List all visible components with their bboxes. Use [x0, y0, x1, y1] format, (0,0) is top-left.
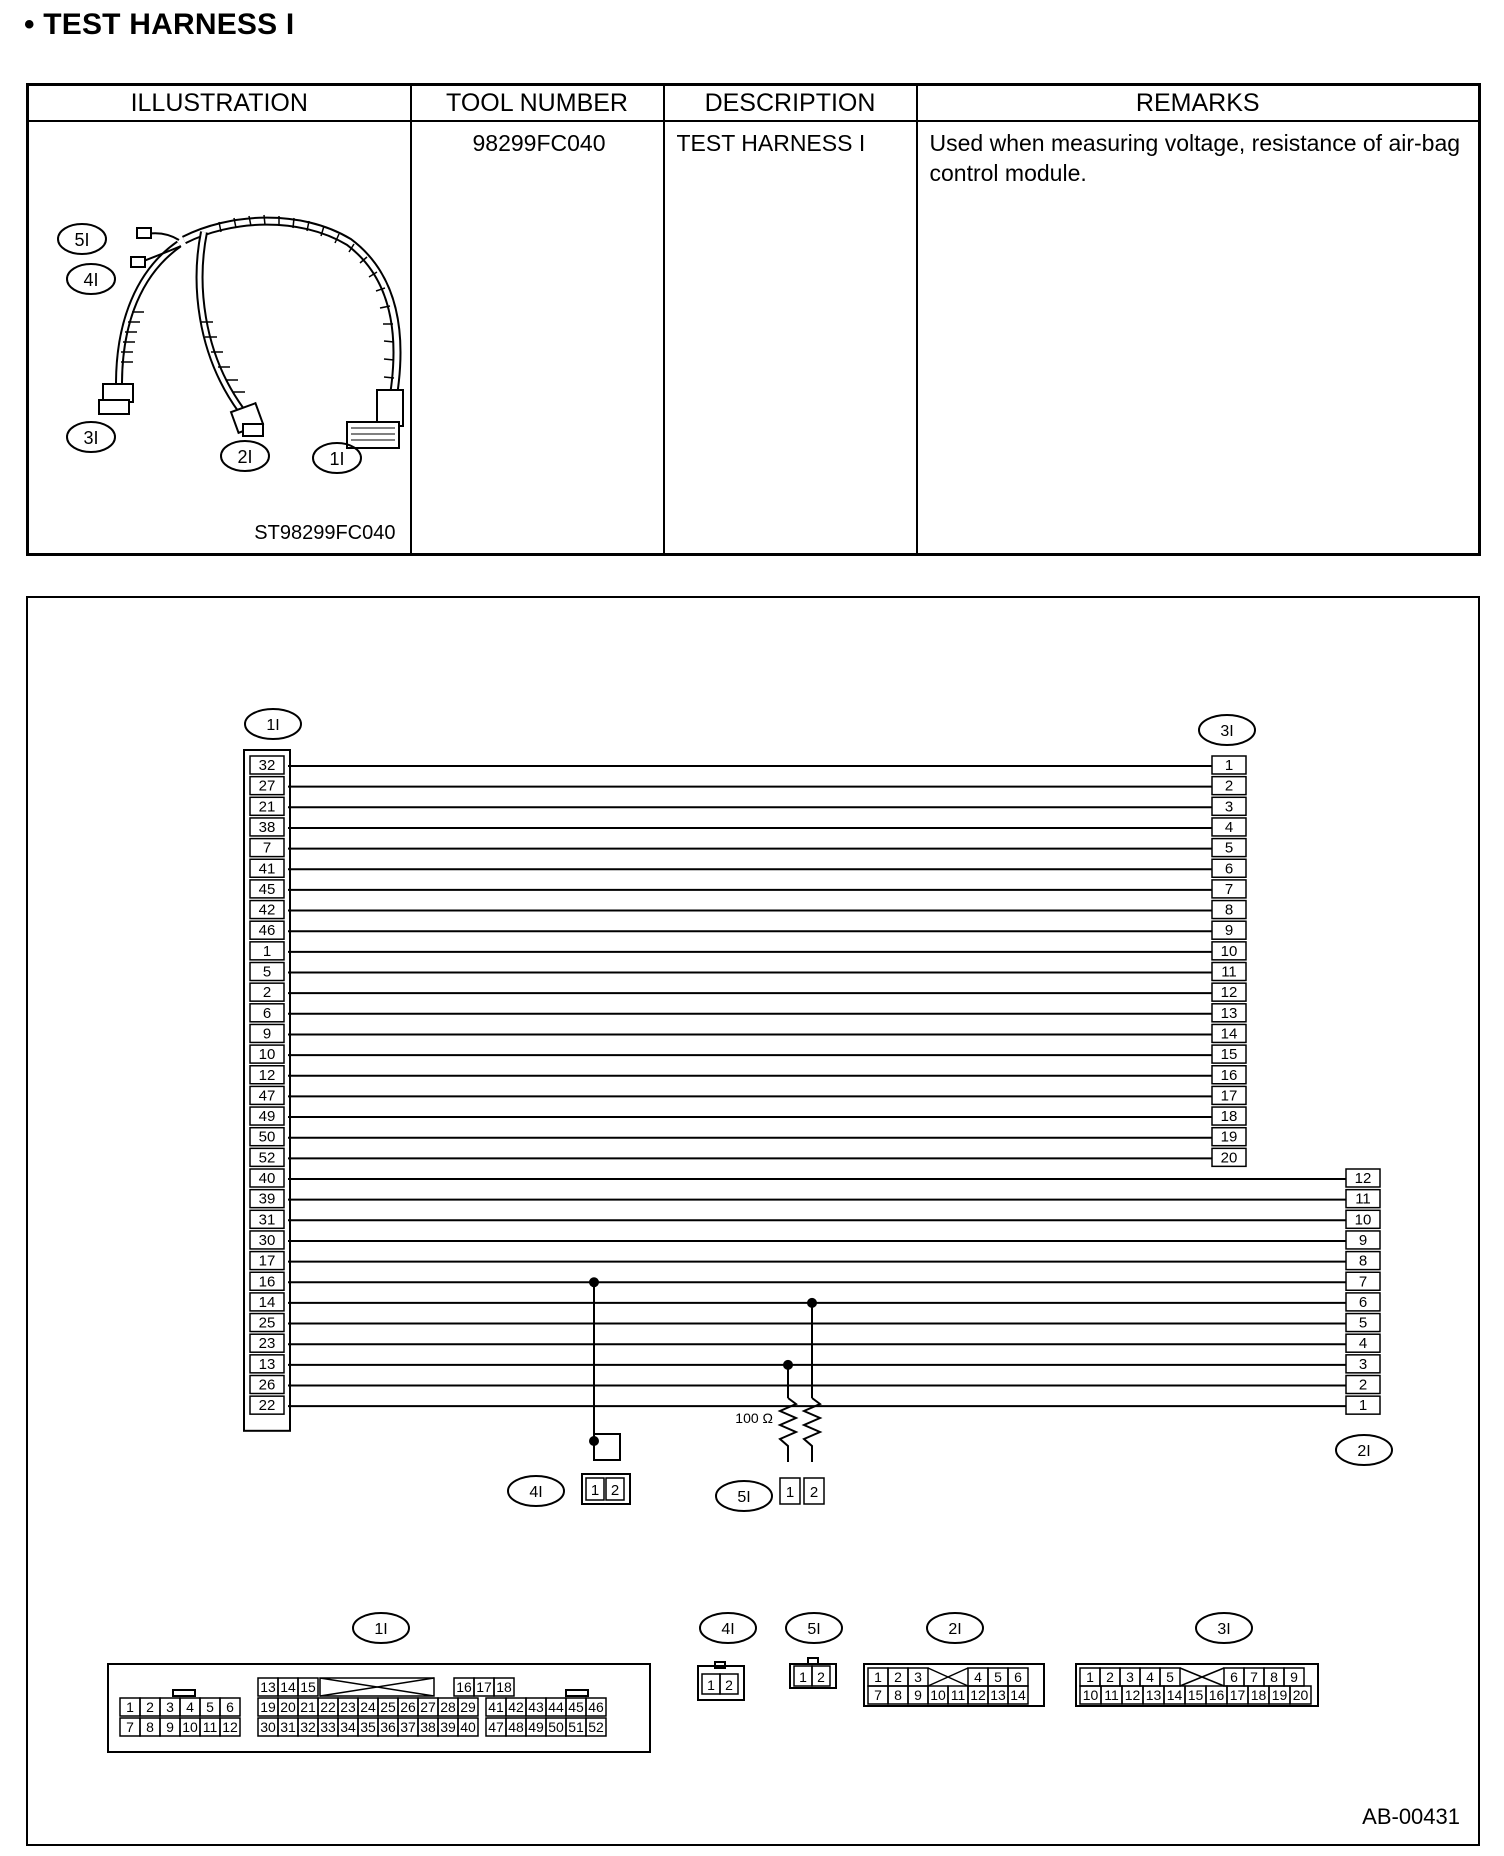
face-5I-latch: [808, 1658, 818, 1664]
connector-3I-pin: 15: [1220, 1046, 1238, 1064]
connector-1I-pin: 42: [258, 901, 276, 919]
connector-1I-pin: 17: [258, 1252, 276, 1270]
table-header-row: [28, 85, 1480, 122]
connector-2I-pin: 3: [1358, 1355, 1368, 1373]
connector-1I-pin: 22: [258, 1397, 276, 1415]
illus-label-1I: 1I: [329, 449, 345, 469]
face-1I-pin: 41: [488, 1699, 504, 1715]
face-1I-pin: 37: [400, 1719, 416, 1735]
face-1I-pin: 7: [126, 1719, 134, 1735]
illus-label-4I: 4I: [83, 270, 99, 290]
face-1I-pin: 21: [300, 1699, 316, 1715]
face-2I-pin: 14: [1010, 1687, 1026, 1703]
face-2I-pin: 2: [894, 1669, 902, 1685]
face-2I-pin: 4: [974, 1669, 982, 1685]
face-1I-latch: [566, 1690, 588, 1696]
connector-3I-pin: 4: [1224, 818, 1234, 836]
face-2I-pin: 3: [914, 1669, 922, 1685]
face-1I-pin: 50: [548, 1719, 564, 1735]
figure-code: AB-00431: [1362, 1804, 1460, 1829]
connector-5I-label: 5I: [737, 1489, 751, 1506]
connector-3I-pin: 8: [1224, 901, 1234, 919]
face-5I-body: [790, 1664, 836, 1688]
connector-1I-pin: 1: [262, 942, 272, 960]
face-1I-pin: 14: [280, 1679, 296, 1695]
face-1I-pin: 43: [528, 1699, 544, 1715]
wiring-diagram-frame: [26, 596, 1480, 1846]
connector-2I-pin: 8: [1358, 1252, 1368, 1270]
connector-2I-pin: 2: [1358, 1376, 1368, 1394]
header-illustration: ILLUSTRATION: [28, 85, 411, 122]
face-3I-pin: 2: [1106, 1669, 1114, 1685]
illus-label-5I: 5I: [74, 230, 90, 250]
face-3I-pin: 8: [1270, 1669, 1278, 1685]
face-1I-pin: 5: [206, 1699, 214, 1715]
face-4I-pin: 1: [707, 1677, 715, 1693]
header-remarks: REMARKS: [917, 85, 1480, 122]
face-1I-pin: 40: [460, 1719, 476, 1735]
face-3I-pin: 14: [1166, 1687, 1183, 1703]
face-1I-pin: 23: [340, 1699, 356, 1715]
face-3I-pin: 3: [1126, 1669, 1134, 1685]
connector-3I-label: 3I: [1220, 723, 1234, 740]
face-2I-pin: 7: [874, 1687, 882, 1703]
connector-1I-pin: 7: [262, 839, 272, 857]
face-2I-pin: 12: [970, 1687, 986, 1703]
face-2I-label: 2I: [948, 1621, 962, 1638]
face-1I-pin: 24: [360, 1699, 376, 1715]
connector-2I-pin: 9: [1358, 1231, 1368, 1249]
face-3I-pin: 17: [1229, 1687, 1246, 1703]
face-1I-pin: 9: [166, 1719, 174, 1735]
resistor-label: 100 Ω: [735, 1410, 773, 1426]
face-1I-pin: 33: [320, 1719, 336, 1735]
connector-3I-pin: 3: [1224, 798, 1234, 816]
face-3I-pin: 10: [1082, 1687, 1099, 1703]
connector-4I-pin: 2: [610, 1482, 620, 1499]
connector-2I-pin: 7: [1358, 1273, 1368, 1291]
face-1I-pin: 34: [340, 1719, 356, 1735]
face-1I-pin: 39: [440, 1719, 456, 1735]
description: TEST HARNESS I: [676, 130, 866, 156]
connector-1I-pin: 21: [258, 798, 276, 816]
tool-number-cell: [411, 121, 664, 555]
face-1I-pin: 38: [420, 1719, 436, 1735]
face-1I-pin: 4: [186, 1699, 194, 1715]
face-1I-pin: 52: [588, 1719, 604, 1735]
face-4I-body: [698, 1666, 744, 1700]
face-3I-pin: 19: [1271, 1687, 1288, 1703]
face-1I-pin: 12: [222, 1719, 238, 1735]
resistor-5I-pin1: [780, 1398, 796, 1462]
face-1I-pin: 8: [146, 1719, 154, 1735]
connector-3I-pin: 11: [1221, 963, 1237, 981]
face-5I-label: 5I: [807, 1621, 821, 1638]
face-1I-pin: 25: [380, 1699, 396, 1715]
face-2I-pin: 8: [894, 1687, 902, 1703]
connector-1I-pin: 46: [258, 922, 276, 940]
face-1I-pin: 36: [380, 1719, 396, 1735]
connector-1I-pin: 2: [262, 984, 272, 1002]
face-1I-pin: 26: [400, 1699, 416, 1715]
face-3I-pin: 15: [1187, 1687, 1204, 1703]
face-1I-pin: 31: [280, 1719, 296, 1735]
connector-1I-pin: 25: [258, 1314, 276, 1332]
face-2I-pin: 11: [950, 1687, 966, 1703]
face-3I-pin: 7: [1250, 1669, 1258, 1685]
connector-1I-pin: 5: [262, 963, 272, 981]
connector-3I-pin: 18: [1220, 1108, 1238, 1126]
face-1I-pin: 32: [300, 1719, 316, 1735]
connector-4I-label: 4I: [529, 1484, 543, 1501]
face-1I-pin: 28: [440, 1699, 456, 1715]
face-3I-pin: 12: [1124, 1687, 1141, 1703]
face-1I-pin: 2: [146, 1699, 154, 1715]
face-1I-pin: 51: [568, 1719, 584, 1735]
connector-1I-pin: 26: [258, 1376, 276, 1394]
face-3I-pin: 6: [1230, 1669, 1238, 1685]
face-3I-pin: 5: [1166, 1669, 1174, 1685]
face-1I-pin: 44: [548, 1699, 564, 1715]
illus-label-3I: 3I: [83, 428, 99, 448]
connector-5I-pin: 2: [809, 1484, 819, 1501]
connector-1I-pin: 39: [258, 1190, 276, 1208]
illustration-code: ST98299FC040: [254, 522, 396, 544]
connector-3I-pin: 9: [1224, 922, 1234, 940]
face-1I-pin: 20: [280, 1699, 296, 1715]
face-1I-pin: 6: [226, 1699, 234, 1715]
face-1I-pin: 27: [420, 1699, 436, 1715]
tool-number: 98299FC040: [472, 130, 606, 156]
connector-1I-pin: 27: [258, 777, 276, 795]
face-1I-pin: 3: [166, 1699, 174, 1715]
face-2I-pin: 10: [930, 1687, 946, 1703]
face-2I-pin: 1: [874, 1669, 882, 1685]
connector-2I-pin: 12: [1354, 1170, 1372, 1187]
face-1I-pin: 45: [568, 1699, 584, 1715]
face-1I-pin: 10: [182, 1719, 198, 1735]
connector-2I-pin: 5: [1358, 1314, 1368, 1332]
connector-1I-pin: 10: [258, 1046, 276, 1064]
face-1I-pin: 22: [320, 1699, 336, 1715]
face-1I-pin: 48: [508, 1719, 524, 1735]
face-3I-pin: 13: [1145, 1687, 1162, 1703]
face-1I-pin: 16: [456, 1679, 472, 1695]
face-1I-pin: 13: [260, 1679, 276, 1695]
connector-1I-pin: 52: [258, 1149, 276, 1167]
remarks: Used when measuring voltage, resistance of air-bag control module.: [929, 130, 1461, 186]
face-1I-pin: 29: [460, 1699, 476, 1715]
connector-1I-pin: 32: [258, 757, 276, 774]
face-3I-label: 3I: [1217, 1621, 1231, 1638]
connector-1I-pin: 40: [258, 1170, 276, 1187]
face-1I-pin: 18: [496, 1679, 512, 1695]
face-1I-pin: 17: [476, 1679, 492, 1695]
face-5I-pin: 1: [799, 1669, 807, 1685]
face-1I-pin: 15: [300, 1679, 316, 1695]
face-3I-pin: 4: [1146, 1669, 1154, 1685]
face-3I-pin: 1: [1086, 1669, 1094, 1685]
connector-3I-pin: 6: [1224, 860, 1234, 878]
connector-3I-pin: 14: [1220, 1025, 1238, 1043]
connector-1I-pin: 30: [258, 1231, 276, 1249]
connector-2I-pin: 4: [1358, 1335, 1368, 1353]
connector-1I-pin: 41: [258, 860, 276, 878]
face-2I-pin: 6: [1014, 1669, 1022, 1685]
face-5I-pin: 2: [817, 1669, 825, 1685]
harness-illustration: [29, 122, 409, 552]
connector-1I-pin: 16: [258, 1273, 276, 1291]
face-1I-latch: [173, 1690, 195, 1696]
face-1I-pin: 47: [488, 1719, 504, 1735]
face-1I-pin: 11: [202, 1719, 218, 1735]
face-1I-pin: 30: [260, 1719, 276, 1735]
face-1I-pin: 19: [260, 1699, 276, 1715]
face-1I-label: 1I: [374, 1621, 388, 1638]
face-2I-pin: 13: [990, 1687, 1006, 1703]
connector-2I-pin: 6: [1358, 1293, 1368, 1311]
connector-3I-pin: 5: [1224, 839, 1234, 857]
face-1I-pin: 35: [360, 1719, 376, 1735]
connector-3I-pin: 10: [1220, 942, 1238, 960]
illus-label-2I: 2I: [237, 447, 253, 467]
header-tool-number: TOOL NUMBER: [411, 85, 664, 122]
face-1I-pin: 46: [588, 1699, 604, 1715]
connector-1I-label: 1I: [266, 717, 280, 734]
connector-1I-pin: 50: [258, 1128, 276, 1146]
connector-3I-pin: 16: [1220, 1066, 1238, 1084]
connector-3I-pin: 20: [1220, 1149, 1238, 1167]
description-cell: [664, 121, 917, 555]
connector-1I-pin: 38: [258, 818, 276, 836]
special-tool-table: [26, 83, 1481, 556]
face-1I-pin: 49: [528, 1719, 544, 1735]
face-3I-pin: 20: [1292, 1687, 1309, 1703]
connector-1I-pin: 47: [258, 1087, 276, 1105]
face-4I-label: 4I: [721, 1621, 735, 1638]
page-title: • TEST HARNESS I: [24, 8, 295, 41]
face-4I-pin: 2: [725, 1677, 733, 1693]
connector-1I-pin: 6: [262, 1004, 272, 1022]
illustration-cell: [28, 121, 411, 555]
connector-1I-pin: 14: [258, 1293, 276, 1311]
connector-3I-pin: 2: [1224, 777, 1234, 795]
connector-1I-pin: 13: [258, 1355, 276, 1373]
face-3I-pin: 11: [1104, 1687, 1119, 1703]
connector-2I-label: 2I: [1357, 1443, 1371, 1460]
connector-1I-pin: 49: [258, 1108, 276, 1126]
wiring-diagram: [28, 598, 1478, 1844]
face-2I-pin: 9: [914, 1687, 922, 1703]
connector-3I-pin: 13: [1220, 1004, 1238, 1022]
face-1I-pin: 42: [508, 1699, 524, 1715]
connector-3I-pin: 19: [1220, 1128, 1238, 1146]
connector-3I-pin: 17: [1220, 1087, 1238, 1105]
face-2I-pin: 5: [994, 1669, 1002, 1685]
connector-1I-pin: 9: [262, 1025, 272, 1043]
face-3I-pin: 9: [1290, 1669, 1298, 1685]
face-1I-pin: 1: [126, 1699, 134, 1715]
face-3I-pin: 16: [1208, 1687, 1225, 1703]
remarks-cell: [917, 121, 1480, 555]
connector-3I-pin: 7: [1224, 880, 1234, 898]
connector-2I-pin: 11: [1355, 1190, 1371, 1208]
connector-1I-pin: 23: [258, 1335, 276, 1353]
table-row: [28, 121, 1480, 555]
header-description: DESCRIPTION: [664, 85, 917, 122]
connector-1I-pin: 45: [258, 880, 276, 898]
connector-3I-pin: 1: [1224, 757, 1234, 774]
connector-5I-pin: 1: [785, 1484, 795, 1501]
connector-1I-pin: 12: [258, 1066, 276, 1084]
connector-2I-pin: 10: [1354, 1211, 1372, 1229]
resistor-5I-pin2: [804, 1398, 820, 1462]
connector-1I-pin: 31: [258, 1211, 276, 1229]
face-3I-pin: 18: [1250, 1687, 1267, 1703]
connector-3I-pin: 12: [1220, 984, 1238, 1002]
connector-4I-pin: 1: [590, 1482, 600, 1499]
connector-2I-pin: 1: [1358, 1397, 1368, 1415]
